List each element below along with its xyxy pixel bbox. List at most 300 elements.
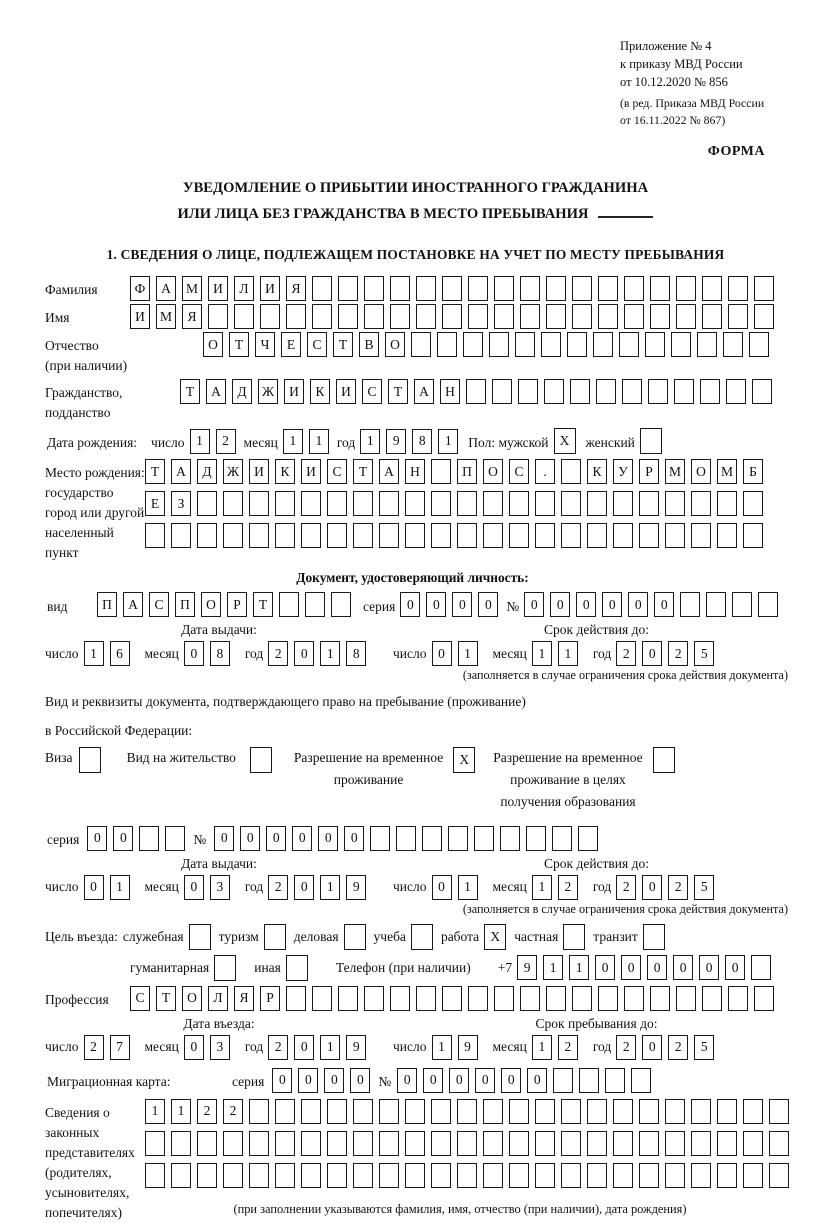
- form-cell[interactable]: 0: [294, 875, 314, 900]
- form-cell[interactable]: 1: [110, 875, 130, 900]
- form-cell[interactable]: 8: [346, 641, 366, 666]
- form-cell[interactable]: [483, 491, 503, 516]
- form-cell[interactable]: 0: [184, 875, 204, 900]
- form-cell[interactable]: [671, 332, 691, 357]
- form-cell[interactable]: Т: [388, 379, 408, 404]
- form-cell[interactable]: [717, 1163, 737, 1188]
- form-cell[interactable]: [509, 1163, 529, 1188]
- form-cell[interactable]: 8: [412, 429, 432, 454]
- form-cell[interactable]: 0: [699, 955, 719, 980]
- form-cell[interactable]: 0: [400, 592, 420, 617]
- form-cell[interactable]: 0: [397, 1068, 417, 1093]
- form-cell[interactable]: 0: [576, 592, 596, 617]
- form-cell[interactable]: [312, 276, 332, 301]
- form-cell[interactable]: [509, 1131, 529, 1156]
- form-checkbox-cell[interactable]: [214, 955, 236, 981]
- form-cell[interactable]: [305, 592, 325, 617]
- form-cell[interactable]: 0: [294, 641, 314, 666]
- form-cell[interactable]: С: [509, 459, 529, 484]
- form-cell[interactable]: И: [130, 304, 150, 329]
- form-cell[interactable]: 0: [426, 592, 446, 617]
- form-cell[interactable]: [639, 1163, 659, 1188]
- form-cell[interactable]: [639, 1099, 659, 1124]
- form-cell[interactable]: [572, 986, 592, 1011]
- form-cell[interactable]: [546, 986, 566, 1011]
- form-cell[interactable]: [754, 276, 774, 301]
- form-cell[interactable]: [249, 523, 269, 548]
- form-cell[interactable]: [312, 986, 332, 1011]
- form-cell[interactable]: Д: [232, 379, 252, 404]
- form-cell[interactable]: [405, 1131, 425, 1156]
- form-cell[interactable]: [691, 1099, 711, 1124]
- form-cell[interactable]: [405, 491, 425, 516]
- form-cell[interactable]: 0: [621, 955, 641, 980]
- form-cell[interactable]: [275, 1131, 295, 1156]
- form-cell[interactable]: Т: [145, 459, 165, 484]
- form-cell[interactable]: 0: [524, 592, 544, 617]
- form-cell[interactable]: Ф: [130, 276, 150, 301]
- form-cell[interactable]: [145, 1163, 165, 1188]
- form-cell[interactable]: 2: [197, 1099, 217, 1124]
- form-cell[interactable]: [680, 592, 700, 617]
- form-cell[interactable]: 1: [190, 429, 210, 454]
- form-cell[interactable]: [275, 1163, 295, 1188]
- form-cell[interactable]: [500, 826, 520, 851]
- form-cell[interactable]: Т: [156, 986, 176, 1011]
- form-cell[interactable]: [249, 1131, 269, 1156]
- form-cell[interactable]: [171, 1163, 191, 1188]
- form-cell[interactable]: 0: [642, 1035, 662, 1060]
- form-cell[interactable]: [457, 1163, 477, 1188]
- form-cell[interactable]: О: [691, 459, 711, 484]
- form-cell[interactable]: И: [208, 276, 228, 301]
- form-cell[interactable]: [416, 986, 436, 1011]
- form-cell[interactable]: [312, 304, 332, 329]
- form-cell[interactable]: [223, 491, 243, 516]
- form-cell[interactable]: [743, 523, 763, 548]
- form-cell[interactable]: [561, 1131, 581, 1156]
- form-cell[interactable]: 0: [642, 875, 662, 900]
- form-cell[interactable]: [743, 1163, 763, 1188]
- form-cell[interactable]: [732, 592, 752, 617]
- form-cell[interactable]: 0: [113, 826, 133, 851]
- form-cell[interactable]: [416, 304, 436, 329]
- form-cell[interactable]: А: [171, 459, 191, 484]
- form-cell[interactable]: [691, 523, 711, 548]
- form-cell[interactable]: Н: [440, 379, 460, 404]
- form-cell[interactable]: [700, 379, 720, 404]
- form-cell[interactable]: [390, 304, 410, 329]
- form-cell[interactable]: Я: [286, 276, 306, 301]
- form-cell[interactable]: Р: [639, 459, 659, 484]
- form-cell[interactable]: 9: [517, 955, 537, 980]
- form-cell[interactable]: С: [130, 986, 150, 1011]
- form-cell[interactable]: [561, 523, 581, 548]
- form-cell[interactable]: 1: [320, 875, 340, 900]
- form-cell[interactable]: 2: [616, 1035, 636, 1060]
- form-cell[interactable]: [613, 1131, 633, 1156]
- form-cell[interactable]: [596, 379, 616, 404]
- form-cell[interactable]: [650, 276, 670, 301]
- form-cell[interactable]: [598, 304, 618, 329]
- form-cell[interactable]: [518, 379, 538, 404]
- form-cell[interactable]: 1: [145, 1099, 165, 1124]
- form-cell[interactable]: [561, 1099, 581, 1124]
- form-cell[interactable]: [327, 1131, 347, 1156]
- form-cell[interactable]: Л: [234, 276, 254, 301]
- form-cell[interactable]: [466, 379, 486, 404]
- form-cell[interactable]: [431, 459, 451, 484]
- form-cell[interactable]: [665, 1131, 685, 1156]
- form-cell[interactable]: [572, 304, 592, 329]
- form-cell[interactable]: [405, 1099, 425, 1124]
- form-cell[interactable]: 2: [268, 875, 288, 900]
- form-cell[interactable]: Т: [333, 332, 353, 357]
- form-cell[interactable]: 0: [318, 826, 338, 851]
- form-cell[interactable]: [275, 1099, 295, 1124]
- form-cell[interactable]: 0: [501, 1068, 521, 1093]
- form-cell[interactable]: [613, 1163, 633, 1188]
- form-cell[interactable]: [665, 491, 685, 516]
- form-cell[interactable]: [286, 304, 306, 329]
- form-cell[interactable]: 0: [266, 826, 286, 851]
- form-cell[interactable]: [728, 276, 748, 301]
- form-cell[interactable]: [249, 1099, 269, 1124]
- form-cell[interactable]: [546, 304, 566, 329]
- form-cell[interactable]: 2: [268, 1035, 288, 1060]
- form-cell[interactable]: 0: [432, 875, 452, 900]
- form-cell[interactable]: [587, 1099, 607, 1124]
- form-cell[interactable]: 1: [320, 1035, 340, 1060]
- form-cell[interactable]: [171, 523, 191, 548]
- form-cell[interactable]: [171, 1131, 191, 1156]
- form-cell[interactable]: 1: [458, 875, 478, 900]
- form-cell[interactable]: [457, 523, 477, 548]
- form-cell[interactable]: [691, 491, 711, 516]
- form-cell[interactable]: [437, 332, 457, 357]
- form-cell[interactable]: 0: [294, 1035, 314, 1060]
- form-cell[interactable]: [431, 1163, 451, 1188]
- form-cell[interactable]: С: [327, 459, 347, 484]
- form-cell[interactable]: [535, 1131, 555, 1156]
- form-cell[interactable]: [728, 986, 748, 1011]
- form-cell[interactable]: [468, 986, 488, 1011]
- form-cell[interactable]: [619, 332, 639, 357]
- form-cell[interactable]: 1: [569, 955, 589, 980]
- form-cell[interactable]: 0: [324, 1068, 344, 1093]
- form-cell[interactable]: 0: [350, 1068, 370, 1093]
- form-cell[interactable]: 0: [602, 592, 622, 617]
- form-cell[interactable]: [353, 491, 373, 516]
- form-cell[interactable]: П: [457, 459, 477, 484]
- form-cell[interactable]: [431, 523, 451, 548]
- form-cell[interactable]: [648, 379, 668, 404]
- form-cell[interactable]: 0: [628, 592, 648, 617]
- form-cell[interactable]: В: [359, 332, 379, 357]
- form-cell[interactable]: [691, 1131, 711, 1156]
- form-cell[interactable]: С: [149, 592, 169, 617]
- form-cell[interactable]: О: [483, 459, 503, 484]
- form-cell[interactable]: [593, 332, 613, 357]
- form-cell[interactable]: [758, 592, 778, 617]
- form-cell[interactable]: У: [613, 459, 633, 484]
- form-cell[interactable]: [702, 276, 722, 301]
- form-cell[interactable]: 2: [616, 875, 636, 900]
- form-cell[interactable]: Я: [234, 986, 254, 1011]
- form-cell[interactable]: [535, 1099, 555, 1124]
- form-cell[interactable]: [515, 332, 535, 357]
- form-cell[interactable]: [553, 1068, 573, 1093]
- form-checkbox-cell[interactable]: [250, 747, 272, 773]
- form-cell[interactable]: А: [123, 592, 143, 617]
- form-cell[interactable]: [327, 523, 347, 548]
- form-cell[interactable]: [301, 1163, 321, 1188]
- form-cell[interactable]: [301, 1099, 321, 1124]
- form-cell[interactable]: [535, 523, 555, 548]
- form-cell[interactable]: [769, 1099, 789, 1124]
- form-cell[interactable]: [697, 332, 717, 357]
- form-cell[interactable]: А: [156, 276, 176, 301]
- form-cell[interactable]: [431, 1099, 451, 1124]
- form-cell[interactable]: [587, 1163, 607, 1188]
- form-cell[interactable]: [726, 379, 746, 404]
- form-cell[interactable]: 0: [298, 1068, 318, 1093]
- form-cell[interactable]: К: [587, 459, 607, 484]
- form-cell[interactable]: Д: [197, 459, 217, 484]
- form-cell[interactable]: [489, 332, 509, 357]
- form-cell[interactable]: [353, 1131, 373, 1156]
- form-cell[interactable]: [327, 1099, 347, 1124]
- form-cell[interactable]: [624, 304, 644, 329]
- form-cell[interactable]: 3: [210, 1035, 230, 1060]
- form-cell[interactable]: [650, 986, 670, 1011]
- form-cell[interactable]: 1: [438, 429, 458, 454]
- form-cell[interactable]: [223, 523, 243, 548]
- form-cell[interactable]: [338, 986, 358, 1011]
- form-cell[interactable]: [208, 304, 228, 329]
- form-cell[interactable]: [442, 304, 462, 329]
- form-cell[interactable]: [598, 986, 618, 1011]
- form-cell[interactable]: [723, 332, 743, 357]
- form-cell[interactable]: 1: [532, 875, 552, 900]
- form-cell[interactable]: С: [307, 332, 327, 357]
- form-cell[interactable]: [706, 592, 726, 617]
- form-cell[interactable]: З: [171, 491, 191, 516]
- form-cell[interactable]: [338, 304, 358, 329]
- form-checkbox-cell[interactable]: [79, 747, 101, 773]
- form-cell[interactable]: [353, 1099, 373, 1124]
- form-cell[interactable]: 1: [532, 641, 552, 666]
- form-cell[interactable]: [717, 523, 737, 548]
- form-checkbox-cell[interactable]: [286, 955, 308, 981]
- form-cell[interactable]: Ж: [223, 459, 243, 484]
- form-checkbox-cell[interactable]: X: [453, 747, 475, 773]
- form-cell[interactable]: 1: [171, 1099, 191, 1124]
- form-cell[interactable]: [665, 1163, 685, 1188]
- form-cell[interactable]: Ж: [258, 379, 278, 404]
- form-cell[interactable]: 9: [458, 1035, 478, 1060]
- form-cell[interactable]: 1: [84, 641, 104, 666]
- form-cell[interactable]: П: [97, 592, 117, 617]
- form-cell[interactable]: [624, 276, 644, 301]
- form-cell[interactable]: [743, 1099, 763, 1124]
- form-cell[interactable]: [546, 276, 566, 301]
- form-cell[interactable]: [483, 1163, 503, 1188]
- form-cell[interactable]: [396, 826, 416, 851]
- form-cell[interactable]: О: [182, 986, 202, 1011]
- form-cell[interactable]: И: [301, 459, 321, 484]
- form-cell[interactable]: [442, 986, 462, 1011]
- form-cell[interactable]: [717, 491, 737, 516]
- form-cell[interactable]: 1: [320, 641, 340, 666]
- form-cell[interactable]: [448, 826, 468, 851]
- form-cell[interactable]: [639, 1131, 659, 1156]
- form-cell[interactable]: 3: [210, 875, 230, 900]
- form-cell[interactable]: Р: [227, 592, 247, 617]
- form-cell[interactable]: П: [175, 592, 195, 617]
- form-cell[interactable]: [249, 1163, 269, 1188]
- form-checkbox-cell[interactable]: [563, 924, 585, 950]
- form-cell[interactable]: [674, 379, 694, 404]
- form-cell[interactable]: [379, 491, 399, 516]
- form-cell[interactable]: [331, 592, 351, 617]
- form-cell[interactable]: [702, 986, 722, 1011]
- form-cell[interactable]: Т: [253, 592, 273, 617]
- form-cell[interactable]: 9: [346, 1035, 366, 1060]
- form-cell[interactable]: Л: [208, 986, 228, 1011]
- form-cell[interactable]: [405, 523, 425, 548]
- form-cell[interactable]: Б: [743, 459, 763, 484]
- form-cell[interactable]: [561, 491, 581, 516]
- form-cell[interactable]: А: [206, 379, 226, 404]
- form-cell[interactable]: 0: [478, 592, 498, 617]
- form-cell[interactable]: [579, 1068, 599, 1093]
- form-cell[interactable]: [561, 459, 581, 484]
- form-cell[interactable]: [474, 826, 494, 851]
- form-cell[interactable]: [605, 1068, 625, 1093]
- form-cell[interactable]: И: [284, 379, 304, 404]
- form-cell[interactable]: [165, 826, 185, 851]
- form-cell[interactable]: [520, 986, 540, 1011]
- form-cell[interactable]: 0: [423, 1068, 443, 1093]
- form-cell[interactable]: [286, 986, 306, 1011]
- form-cell[interactable]: 9: [386, 429, 406, 454]
- form-cell[interactable]: 0: [292, 826, 312, 851]
- form-cell[interactable]: 2: [268, 641, 288, 666]
- form-cell[interactable]: 5: [694, 641, 714, 666]
- form-cell[interactable]: О: [203, 332, 223, 357]
- form-cell[interactable]: [552, 826, 572, 851]
- form-cell[interactable]: 0: [87, 826, 107, 851]
- form-cell[interactable]: 0: [673, 955, 693, 980]
- form-cell[interactable]: [650, 304, 670, 329]
- form-cell[interactable]: [613, 1099, 633, 1124]
- form-cell[interactable]: М: [182, 276, 202, 301]
- form-cell[interactable]: [561, 1163, 581, 1188]
- form-cell[interactable]: Р: [260, 986, 280, 1011]
- form-cell[interactable]: [483, 1131, 503, 1156]
- form-cell[interactable]: Т: [229, 332, 249, 357]
- form-cell[interactable]: [197, 491, 217, 516]
- form-checkbox-cell[interactable]: [264, 924, 286, 950]
- form-cell[interactable]: [457, 1099, 477, 1124]
- form-cell[interactable]: [301, 1131, 321, 1156]
- form-cell[interactable]: [431, 1131, 451, 1156]
- form-cell[interactable]: [223, 1131, 243, 1156]
- form-cell[interactable]: 0: [272, 1068, 292, 1093]
- form-cell[interactable]: [416, 276, 436, 301]
- form-cell[interactable]: [197, 1131, 217, 1156]
- form-cell[interactable]: [494, 304, 514, 329]
- form-cell[interactable]: 2: [668, 875, 688, 900]
- form-cell[interactable]: [279, 592, 299, 617]
- form-cell[interactable]: [483, 1099, 503, 1124]
- form-cell[interactable]: [379, 1163, 399, 1188]
- form-cell[interactable]: [234, 304, 254, 329]
- form-cell[interactable]: 1: [558, 641, 578, 666]
- form-cell[interactable]: [676, 304, 696, 329]
- form-cell[interactable]: 0: [642, 641, 662, 666]
- form-cell[interactable]: [494, 986, 514, 1011]
- form-cell[interactable]: [520, 304, 540, 329]
- form-cell[interactable]: 9: [346, 875, 366, 900]
- form-cell[interactable]: Ч: [255, 332, 275, 357]
- form-cell[interactable]: 2: [223, 1099, 243, 1124]
- form-cell[interactable]: [468, 276, 488, 301]
- form-cell[interactable]: М: [717, 459, 737, 484]
- form-cell[interactable]: [390, 276, 410, 301]
- form-cell[interactable]: 5: [694, 1035, 714, 1060]
- form-cell[interactable]: [197, 523, 217, 548]
- form-cell[interactable]: [457, 1131, 477, 1156]
- form-cell[interactable]: Н: [405, 459, 425, 484]
- form-cell[interactable]: [275, 491, 295, 516]
- form-cell[interactable]: М: [665, 459, 685, 484]
- form-cell[interactable]: [249, 491, 269, 516]
- form-cell[interactable]: [327, 1163, 347, 1188]
- form-cell[interactable]: [405, 1163, 425, 1188]
- form-cell[interactable]: [301, 523, 321, 548]
- form-checkbox-cell[interactable]: [653, 747, 675, 773]
- form-checkbox-cell[interactable]: [344, 924, 366, 950]
- form-cell[interactable]: [578, 826, 598, 851]
- form-cell[interactable]: Е: [281, 332, 301, 357]
- form-cell[interactable]: 7: [110, 1035, 130, 1060]
- form-cell[interactable]: А: [379, 459, 399, 484]
- form-cell[interactable]: И: [249, 459, 269, 484]
- form-cell[interactable]: [570, 379, 590, 404]
- form-cell[interactable]: 0: [452, 592, 472, 617]
- form-cell[interactable]: .: [535, 459, 555, 484]
- form-cell[interactable]: 1: [543, 955, 563, 980]
- form-cell[interactable]: [364, 986, 384, 1011]
- form-cell[interactable]: К: [275, 459, 295, 484]
- form-cell[interactable]: Т: [353, 459, 373, 484]
- form-cell[interactable]: [587, 523, 607, 548]
- form-cell[interactable]: 0: [550, 592, 570, 617]
- form-cell[interactable]: 2: [84, 1035, 104, 1060]
- form-cell[interactable]: И: [336, 379, 356, 404]
- form-cell[interactable]: 0: [449, 1068, 469, 1093]
- form-cell[interactable]: [327, 491, 347, 516]
- form-cell[interactable]: [754, 986, 774, 1011]
- form-cell[interactable]: 0: [84, 875, 104, 900]
- form-cell[interactable]: 2: [616, 641, 636, 666]
- form-cell[interactable]: [223, 1163, 243, 1188]
- form-cell[interactable]: С: [362, 379, 382, 404]
- form-cell[interactable]: [624, 986, 644, 1011]
- form-cell[interactable]: [457, 491, 477, 516]
